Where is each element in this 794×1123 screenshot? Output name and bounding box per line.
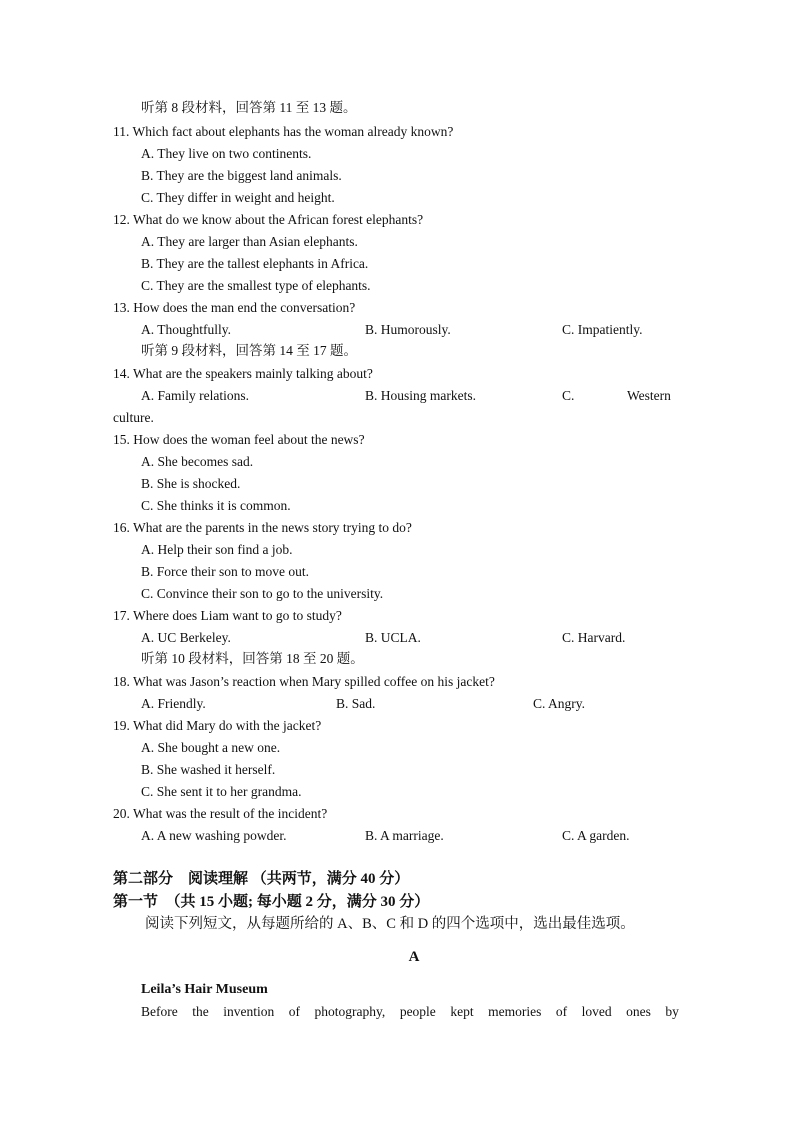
q17-option-c: C. Harvard. [562,630,626,645]
q12-option-a: A. They are larger than Asian elephants. [141,234,358,249]
q12-option-b: B. They are the tallest elephants in Africa. [141,256,369,271]
question-13: 13. How does the man end the conversation? [113,300,356,315]
question-18: 18. What was Jason’s reaction when Mary spilled coffee on his jacket? [113,674,495,689]
section-10-instruction: 听第 10 段材料，回答第 18 至 20 题。 [141,651,364,666]
q15-option-a: A. She becomes sad. [141,454,254,469]
question-12: 12. What do we know about the African forest elephants? [113,212,424,227]
reading-instruction: 阅读下列短文，从每题所给的 A、B、C 和 D 的四个选项中，选出最佳选项。 [145,916,635,932]
q20-option-b: B. A marriage. [365,828,444,843]
question-14: 14. What are the speakers mainly talking about? [113,366,373,381]
question-17: 17. Where does Liam want to go to study? [113,608,342,623]
section-one-title: 第一节 （共 15 小题; 每小题 2 分，满分 30 分） [113,894,430,910]
q16-option-c: C. Convince their son to go to the university. [141,586,384,601]
q16-option-a: A. Help their son find a job. [141,542,293,557]
passage-word: people [399,1004,436,1019]
question-20: 20. What was the result of the incident? [113,806,328,821]
q20-option-c: C. A garden. [562,828,630,843]
question-16: 16. What are the parents in the news story trying to do? [113,520,412,535]
q16-option-b: B. Force their son to move out. [141,564,309,579]
q11-option-a: A. They live on two continents. [141,146,312,161]
q13-option-a: A. Thoughtfully. [141,322,231,337]
q11-option-b: B. They are the biggest land animals. [141,168,342,183]
q19-option-a: A. She bought a new one. [141,740,281,755]
q13-option-b: B. Humorously. [365,322,451,337]
passage-word: memories [488,1004,542,1019]
section-8-instruction: 听第 8 段材料，回答第 11 至 13 题。 [141,100,357,115]
question-15: 15. How does the woman feel about the news? [113,432,365,447]
passage-word: ones [626,1004,651,1019]
q11-option-c: C. They differ in weight and height. [141,190,335,205]
passage-word: loved [581,1004,612,1019]
q13-option-c: C. Impatiently. [562,322,643,337]
passage-word: by [665,1004,679,1019]
passage-word: of [288,1004,301,1019]
passage-word: photography, [314,1004,386,1019]
passage-letter: A [408,949,420,965]
question-11: 11. Which fact about elephants has the woman already known? [113,124,454,139]
part-two-title: 第二部分 阅读理解 （共两节，满分 40 分） [113,871,410,887]
passage-title: Leila’s Hair Museum [141,982,268,997]
q14-option-c-letter: C. [562,388,575,403]
q18-option-c: C. Angry. [533,696,586,711]
q14-option-a: A. Family relations. [141,388,249,403]
passage-word: of [555,1004,568,1019]
q20-option-a: A. A new washing powder. [141,828,287,843]
q19-option-c: C. She sent it to her grandma. [141,784,302,799]
passage-first-line [141,1003,679,1021]
passage-word: the [192,1004,209,1019]
q14-option-b: B. Housing markets. [365,388,476,403]
q19-option-b: B. She washed it herself. [141,762,276,777]
passage-word: invention [223,1004,275,1019]
q14-option-c-text: Western [627,388,671,403]
q15-option-b: B. She is shocked. [141,476,241,491]
q12-option-c: C. They are the smallest type of elephants. [141,278,371,293]
passage-word: kept [450,1004,474,1019]
q14-option-c-continued: culture. [113,410,154,425]
q15-option-c: C. She thinks it is common. [141,498,291,513]
section-9-instruction: 听第 9 段材料，回答第 14 至 17 题。 [141,343,357,358]
q18-option-a: A. Friendly. [141,696,206,711]
question-19: 19. What did Mary do with the jacket? [113,718,322,733]
q17-option-b: B. UCLA. [365,630,421,645]
passage-word: Before [141,1004,178,1019]
q17-option-a: A. UC Berkeley. [141,630,231,645]
q18-option-b: B. Sad. [336,696,376,711]
